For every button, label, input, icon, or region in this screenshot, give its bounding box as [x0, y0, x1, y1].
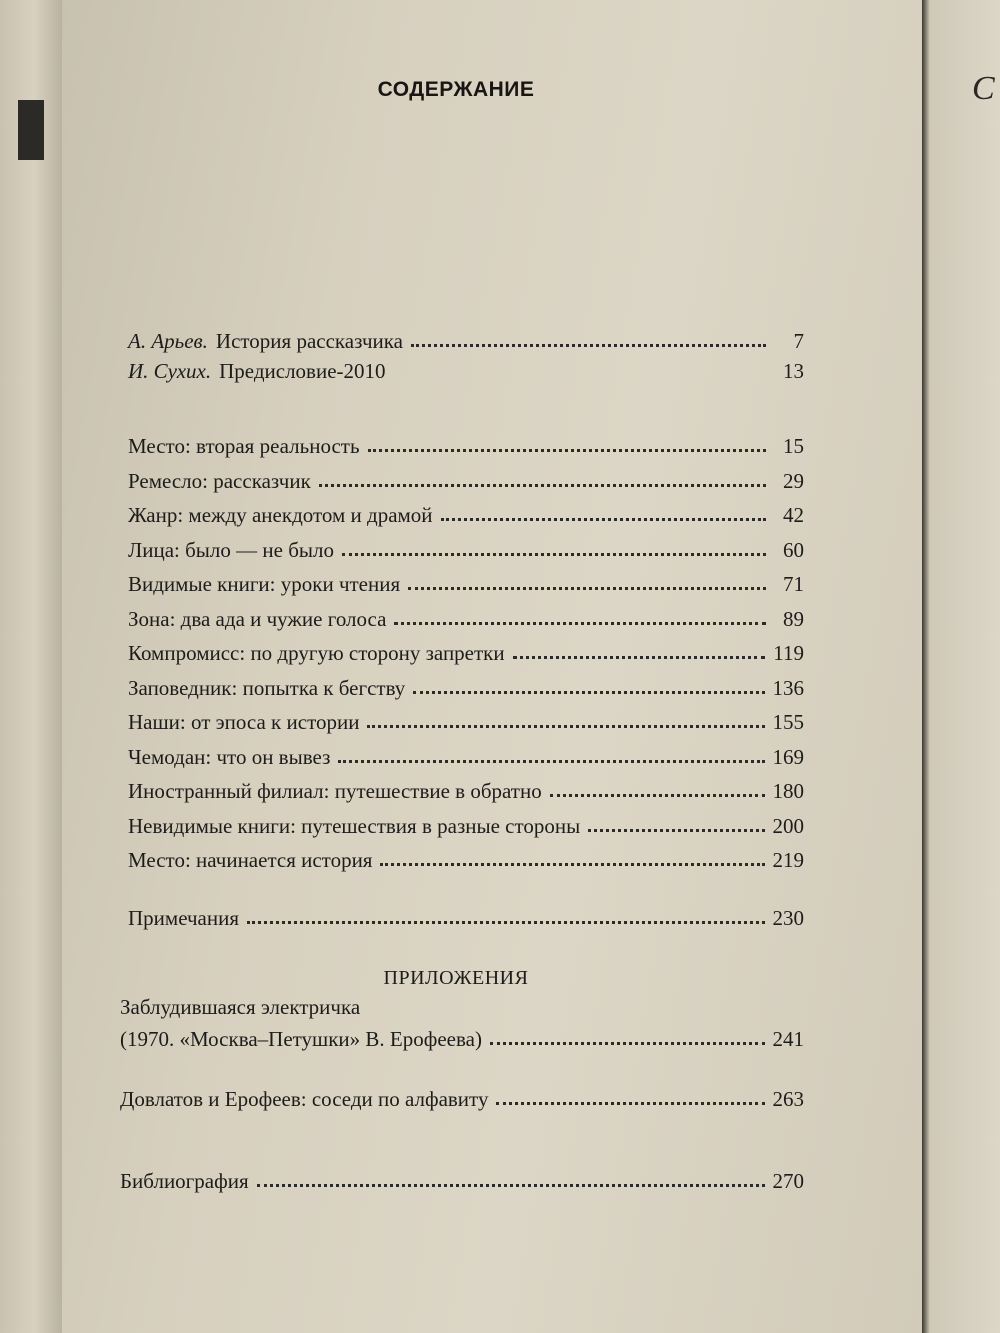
entry-page: 119: [773, 641, 804, 665]
toc-bibliography: [120, 1160, 804, 1194]
entry-label: Заповедник: попытка к бегству: [128, 676, 406, 700]
book-spine-strip: [18, 100, 44, 160]
toc-chapter: [128, 494, 804, 528]
entry-page: 219: [772, 848, 804, 872]
dot-leader: [380, 863, 764, 866]
entry-label: Компромисс: по другую сторону запретки: [128, 641, 505, 665]
toc-entry-foreword-arev: [128, 320, 804, 354]
dot-leader: [411, 344, 766, 347]
entry-page: 155: [772, 710, 804, 734]
entry-page: 71: [783, 572, 804, 596]
entry-label: Видимые книги: уроки чтения: [128, 572, 401, 596]
entry-label: Зона: два ада и чужие голоса: [128, 607, 387, 631]
adjacent-book-edge: [0, 0, 62, 1333]
entry-page: 230: [772, 906, 804, 930]
dot-leader: [496, 1102, 764, 1105]
dot-leader: [368, 449, 766, 452]
entry-page: 15: [783, 434, 804, 458]
appendix-header: ПРИЛОЖЕНИЯ: [383, 967, 529, 989]
dot-leader: [588, 829, 764, 832]
entry-page: 60: [783, 538, 804, 562]
entry-page: 7: [793, 329, 804, 353]
entry-label: Предисловие-2010: [219, 359, 386, 383]
toc-chapter: [128, 667, 804, 701]
dot-leader: [550, 794, 765, 797]
entry-page: 270: [772, 1169, 804, 1193]
dot-leader: [338, 760, 764, 763]
entry-label: (1970. «Москва–Петушки» В. Ерофеева): [120, 1027, 482, 1051]
toc-chapter: [128, 770, 804, 804]
toc-appendix-entry: [120, 1078, 804, 1112]
dot-leader: [394, 622, 766, 625]
entry-label: Ремесло: рассказчик: [128, 469, 311, 493]
toc-chapter: [128, 701, 804, 735]
entry-author: И. Сухих.: [128, 359, 212, 383]
toc-title: СОДЕРЖАНИЕ: [377, 78, 535, 101]
dot-leader: [342, 553, 766, 556]
toc-chapter: [128, 736, 804, 770]
toc-chapter: [128, 425, 804, 459]
entry-page: 263: [772, 1087, 804, 1111]
entry-page: 42: [783, 503, 804, 527]
dot-leader: [408, 587, 766, 590]
entry-label: История рассказчика: [215, 329, 403, 353]
entry-page: 180: [772, 779, 804, 803]
appendix-entry-line1: Заблудившаяся электричка: [120, 995, 361, 1019]
dot-leader: [441, 518, 766, 521]
facing-page-letter: С: [972, 70, 995, 107]
toc-notes: [128, 897, 804, 931]
entry-label: Невидимые книги: путешествия в разные стороны: [128, 814, 581, 838]
facing-page-edge: [922, 0, 1000, 1333]
dot-leader: [490, 1042, 765, 1045]
dot-leader: [247, 921, 764, 924]
dot-leader: [319, 484, 766, 487]
dot-leader: [367, 725, 764, 728]
toc-chapter: [128, 839, 804, 873]
toc-chapter: [128, 529, 804, 563]
toc-chapter: [128, 805, 804, 839]
entry-label: Место: вторая реальность: [128, 434, 360, 458]
toc-entry-foreword-sukhikh: [128, 350, 804, 384]
entry-page: 29: [783, 469, 804, 493]
toc-chapter: [128, 598, 804, 632]
entry-page: 241: [772, 1027, 804, 1051]
entry-page: 89: [783, 607, 804, 631]
entry-label: Лица: было — не было: [128, 538, 334, 562]
toc-chapter: [128, 632, 804, 666]
entry-label: Довлатов и Ерофеев: соседи по алфавиту: [120, 1087, 489, 1111]
toc-appendix-entry: [120, 1018, 804, 1052]
toc-chapter: [128, 563, 804, 597]
entry-label: Иностранный филиал: путешествие в обратно: [128, 779, 542, 803]
toc-chapter: [128, 460, 804, 494]
entry-label: Место: начинается история: [128, 848, 373, 872]
dot-leader: [413, 691, 764, 694]
entry-label: Чемодан: что он вывез: [128, 745, 331, 769]
entry-label: Наши: от эпоса к истории: [128, 710, 360, 734]
entry-page: 136: [772, 676, 804, 700]
entry-page: 200: [772, 814, 804, 838]
entry-page: 169: [772, 745, 804, 769]
entry-label: Жанр: между анекдотом и драмой: [128, 503, 433, 527]
dot-leader: [513, 656, 766, 659]
entry-author: А. Арьев.: [128, 329, 208, 353]
entry-page: 13: [783, 359, 804, 383]
entry-label: Примечания: [128, 906, 240, 930]
entry-label: Библиография: [120, 1169, 249, 1193]
dot-leader: [257, 1184, 765, 1187]
